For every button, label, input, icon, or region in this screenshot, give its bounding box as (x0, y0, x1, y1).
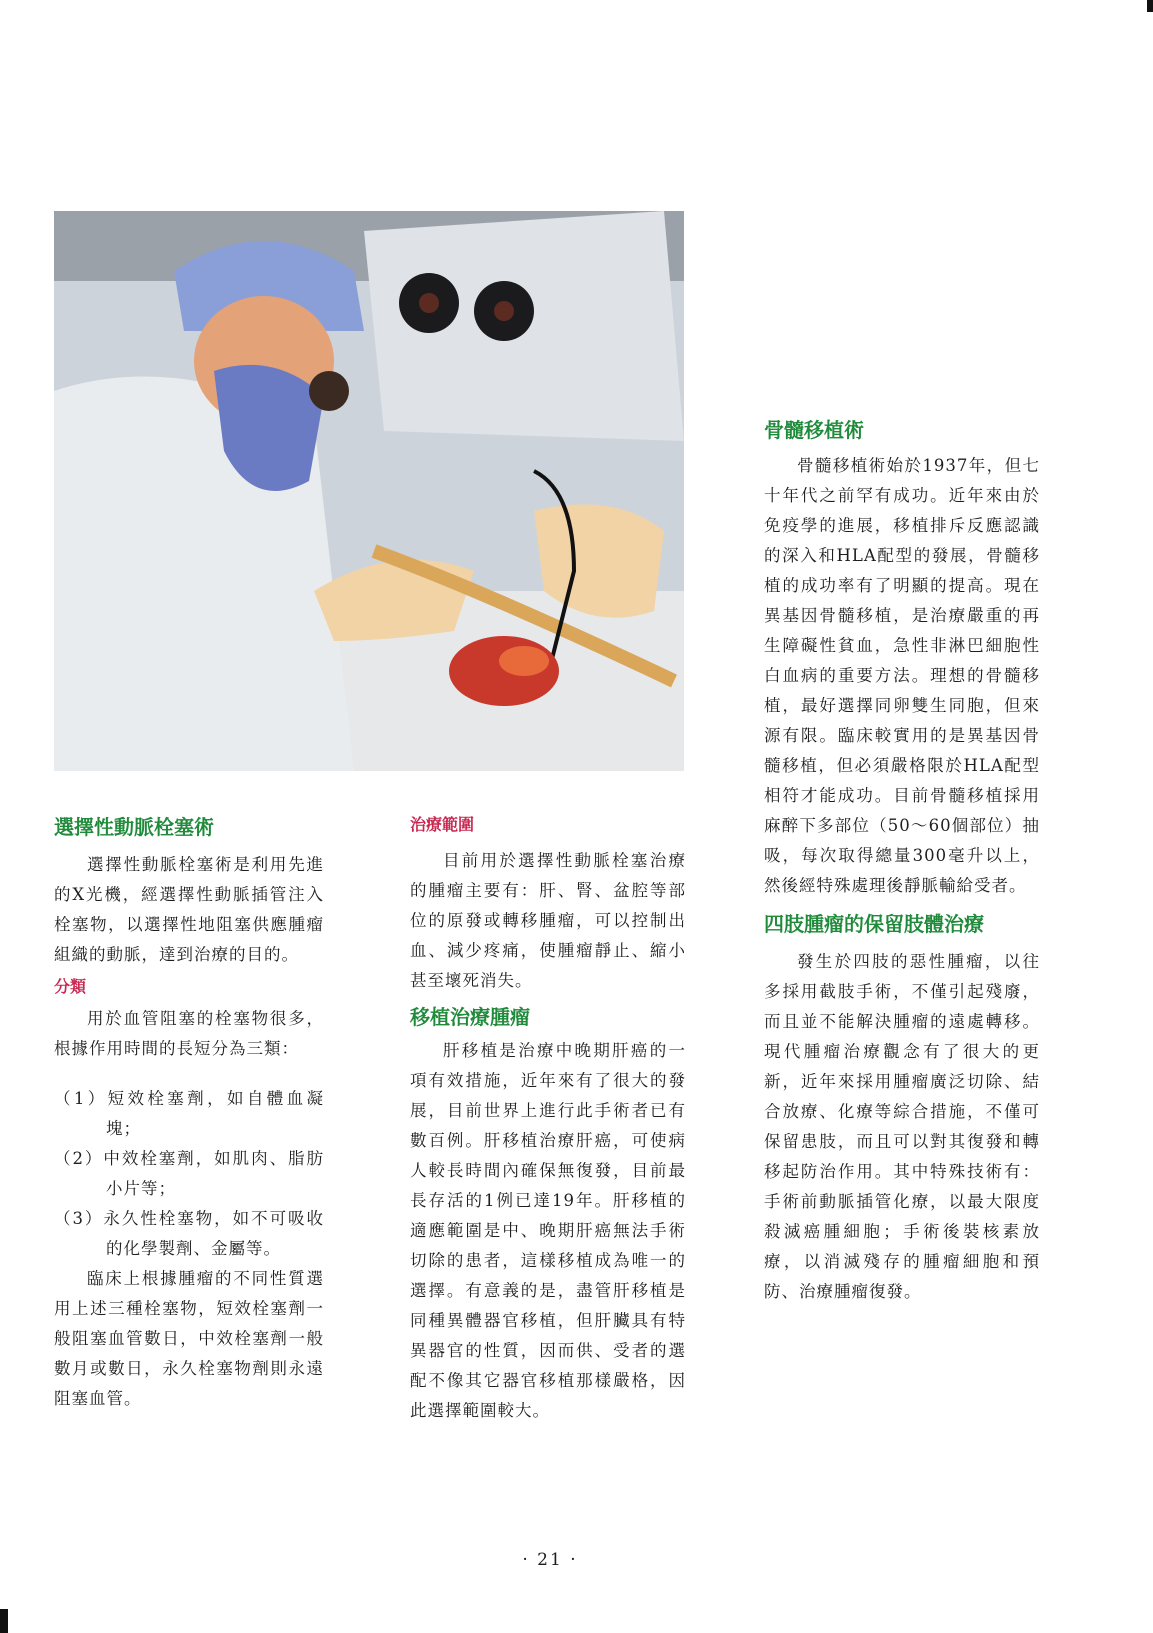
column-left (54, 812, 324, 1414)
paragraph-bone-marrow: 骨髓移植術始於1937年，但七十年代之前罕有成功。近年來由於免疫學的進展，移植排斥反應認識的深入和HLA配型的發展，骨髓移植的成功率有了明顯的提高。現在異基因骨髓移植，是治療嚴重的再生障礙性貧血，急性非淋巴細胞性白血病的重要方法。理想的骨髓移植，最好選擇同卵雙生同胞，但來源有限。臨床較實用的是異基因骨髓移植，但必須嚴格限於HLA配型相符才能成功。目前骨髓移植採用麻醉下多部位（50～60個部位）抽吸，每次取得總量300毫升以上，然後經特殊處理後靜脈輸給受者。 (764, 456, 1040, 895)
page-number: · 21 · (522, 1550, 578, 1570)
scan-mark-top-right (1147, 0, 1153, 12)
heading-transplant-tumor: 移植治療腫瘤 (410, 1005, 530, 1029)
paragraph-limb-preservation: 發生於四肢的惡性腫瘤，以往多採用截肢手術，不僅引起殘廢，而且並不能解決腫瘤的遠處轉移。現代腫瘤治療觀念有了很大的更新，近年來採用腫瘤廣泛切除、結合放療、化療等綜合措施，不僅可保留患肢，而且可以對其復發和轉移起防治作用。其中特殊技術有：手術前動脈插管化療，以最大限度殺滅癌腫細胞；手術後裝核素放療，以消滅殘存的腫瘤細胞和預防、治療腫瘤復發。 (764, 952, 1040, 1301)
surgery-photo (54, 211, 684, 771)
paragraph-classification: 用於血管阻塞的栓塞物很多，根據作用時間的長短分為三類： (54, 1009, 324, 1058)
list-item: （1）短效栓塞劑，如自體血凝塊； (54, 1089, 324, 1138)
paragraph-treatment-scope: 目前用於選擇性動脈栓塞治療的腫瘤主要有：肝、腎、盆腔等部位的原發或轉移腫瘤，可以控制出血、減少疼痛，使腫瘤靜止、縮小甚至壞死消失。 (410, 851, 686, 990)
embolic-agent-list (54, 1084, 324, 1264)
paragraph-embolization-intro: 選擇性動脈栓塞術是利用先進的X光機，經選擇性動脈插管注入栓塞物，以選擇性地阻塞供應腫瘤組織的動脈，達到治療的目的。 (54, 855, 324, 964)
column-right (764, 415, 1040, 1307)
heading-classification: 分類 (54, 977, 87, 996)
paragraph-clinical-use: 臨床上根據腫瘤的不同性質選用上述三種栓塞物，短效栓塞劑一般阻塞血管數日，中效栓塞劑一般數月或數日，永久栓塞物劑則永遠阻塞血管。 (54, 1269, 324, 1408)
column-middle (410, 812, 686, 1426)
heading-limb-preservation: 四肢腫瘤的保留肢體治療 (764, 912, 984, 936)
heading-embolization: 選擇性動脈栓塞術 (54, 815, 214, 839)
heading-bone-marrow: 骨髓移植術 (764, 418, 864, 442)
heading-treatment-scope: 治療範圍 (410, 815, 475, 834)
list-item: （2）中效栓塞劑，如肌肉、脂肪小片等； (54, 1149, 324, 1198)
scan-mark-bottom-left (0, 1609, 8, 1633)
list-item: （3）永久性栓塞物，如不可吸收的化學製劑、金屬等。 (54, 1209, 324, 1258)
paragraph-liver-transplant: 肝移植是治療中晚期肝癌的一項有效措施，近年來有了很大的發展，目前世界上進行此手術者已有數百例。肝移植治療肝癌，可使病人較長時間內確保無復發，目前最長存活的1例已達19年。肝移植的適應範圍是中、晚期肝癌無法手術切除的患者，這樣移植成為唯一的選擇。有意義的是，盡管肝移植是同種異體器官移植，但肝臟具有特異器官的性質，因而供、受者的選配不像其它器官移植那樣嚴格，因此選擇範圍較大。 (410, 1041, 686, 1420)
